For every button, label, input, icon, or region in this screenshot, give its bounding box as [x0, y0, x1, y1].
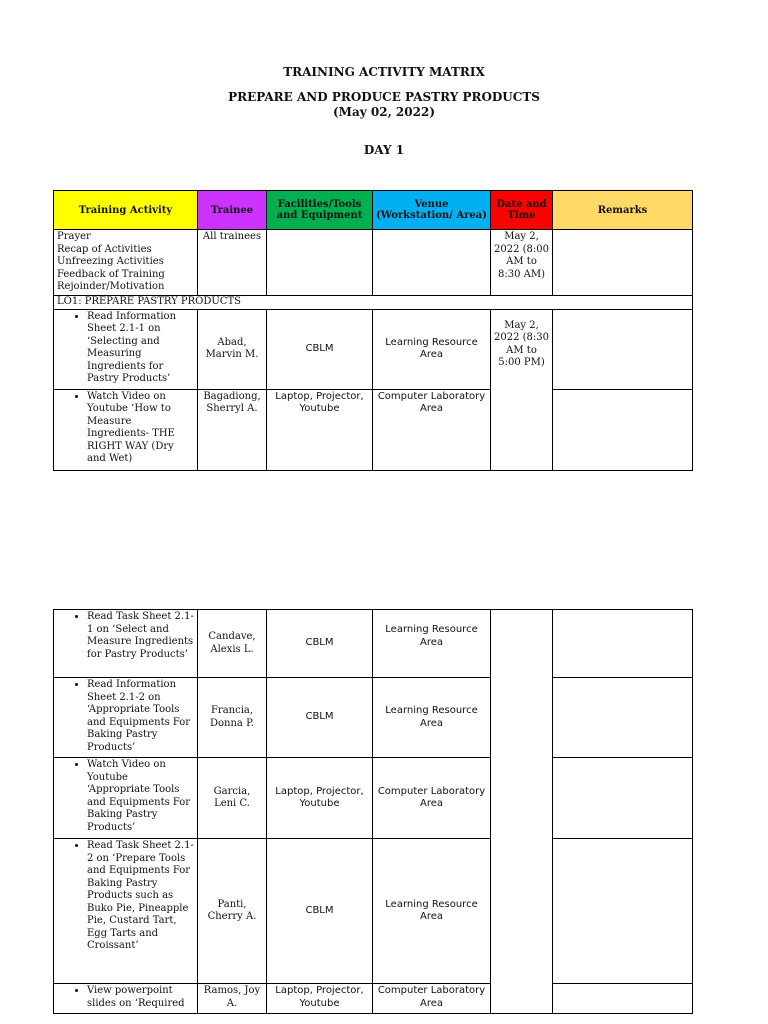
- facilities-cell: Laptop, Projector, Youtube: [267, 389, 373, 470]
- facilities-cell: CBLM: [267, 678, 373, 758]
- intro-row: [54, 230, 693, 296]
- remarks-cell: [553, 610, 693, 678]
- table-row: [54, 758, 693, 839]
- activity-cell: • Read Information Sheet 2.1-2 on ‘Appropriate Tools and Equipments For Baking Pastry Products’: [54, 678, 198, 758]
- intro-remarks: [553, 230, 693, 296]
- trainee-cell: Abad, Marvin M.: [198, 309, 267, 389]
- col-header-date: Date and Time: [491, 191, 553, 230]
- activity-cell: • Read Task Sheet 2.1-2 on ‘Prepare Tools and Equipments For Baking Pastry Products such as Buko Pie, Pineapple Pie, Custard Tart, Egg Tarts and Croissant’: [54, 839, 198, 984]
- col-header-activity: Training Activity: [54, 191, 198, 230]
- intro-venue: [373, 230, 491, 296]
- activity-cell: • Watch Video on Youtube ‘How to Measure Ingredients- THE RIGHT WAY (Dry and Wet): [54, 389, 198, 470]
- trainee-cell: Panti, Cherry A.: [198, 839, 267, 984]
- col-header-trainee: Trainee: [198, 191, 267, 230]
- trainee-cell: Candave, Alexis L.: [198, 610, 267, 678]
- trainee-cell: Ramos, Joy A.: [198, 984, 267, 1014]
- table-row: [54, 678, 693, 758]
- activity-cell: • Read Information Sheet 2.1-1 on ‘Selecting and Measuring Ingredients for Pastry Products’: [54, 309, 198, 389]
- venue-cell: Computer Laboratory Area: [373, 758, 491, 839]
- facilities-cell: CBLM: [267, 839, 373, 984]
- activity-cell: • Watch Video on Youtube ‘Appropriate Tools and Equipments For Baking Pastry Products’: [54, 758, 198, 839]
- facilities-cell: Laptop, Projector, Youtube: [267, 984, 373, 1014]
- venue-cell: Learning Resource Area: [373, 309, 491, 389]
- table-row: [54, 839, 693, 984]
- venue-cell: Learning Resource Area: [373, 610, 491, 678]
- col-header-venue: Venue (Workstation/ Area): [373, 191, 491, 230]
- facilities-cell: CBLM: [267, 309, 373, 389]
- trainee-cell: Bagadiong, Sherryl A.: [198, 389, 267, 470]
- intro-date: May 2, 2022 (8:00 AM to 8:30 AM): [491, 230, 553, 296]
- block-date-cell: May 2, 2022 (8:30 AM to 5:00 PM): [491, 309, 553, 470]
- col-header-facilities: Facilities/Tools and Equipment: [267, 191, 373, 230]
- activity-cell: • View powerpoint slides on ‘Required: [54, 984, 198, 1014]
- table-row: [54, 309, 693, 389]
- document-subtitle: PREPARE AND PRODUCE PASTRY PRODUCTS: [228, 90, 540, 104]
- table-row: [54, 389, 693, 470]
- day-label: DAY 1: [363, 143, 405, 157]
- col-header-remarks: Remarks: [553, 191, 693, 230]
- trainee-cell: Francia, Donna P.: [198, 678, 267, 758]
- remarks-cell: [553, 758, 693, 839]
- document-title: TRAINING ACTIVITY MATRIX: [283, 65, 485, 79]
- table-row: [54, 610, 693, 678]
- facilities-cell: Laptop, Projector, Youtube: [267, 758, 373, 839]
- remarks-cell: [553, 984, 693, 1014]
- header-row: [54, 191, 693, 230]
- activity-matrix-table-2: [53, 609, 693, 1014]
- venue-cell: Computer Laboratory Area: [373, 389, 491, 470]
- remarks-cell: [553, 839, 693, 984]
- remarks-cell: [553, 389, 693, 470]
- date-cell-empty: [491, 610, 553, 1014]
- table-row: [54, 984, 693, 1014]
- activity-matrix-table-1: [53, 190, 693, 471]
- venue-cell: Computer Laboratory Area: [373, 984, 491, 1014]
- activity-cell: • Read Task Sheet 2.1-1 on ‘Select and Measure Ingredients for Pastry Products’: [54, 610, 198, 678]
- venue-cell: Learning Resource Area: [373, 678, 491, 758]
- document-date: (May 02, 2022): [332, 105, 436, 119]
- remarks-cell: [553, 309, 693, 389]
- intro-facilities: [267, 230, 373, 296]
- intro-activities: Prayer Recap of Activities Unfreezing Activities Feedback of Training Rejoinder/Motivation: [54, 230, 198, 296]
- remarks-cell: [553, 678, 693, 758]
- facilities-cell: CBLM: [267, 610, 373, 678]
- venue-cell: Learning Resource Area: [373, 839, 491, 984]
- lo-label: LO1: PREPARE PASTRY PRODUCTS: [54, 295, 693, 309]
- trainee-cell: Garcia, Leni C.: [198, 758, 267, 839]
- intro-trainee: All trainees: [198, 230, 267, 296]
- lo-row: [54, 295, 693, 309]
